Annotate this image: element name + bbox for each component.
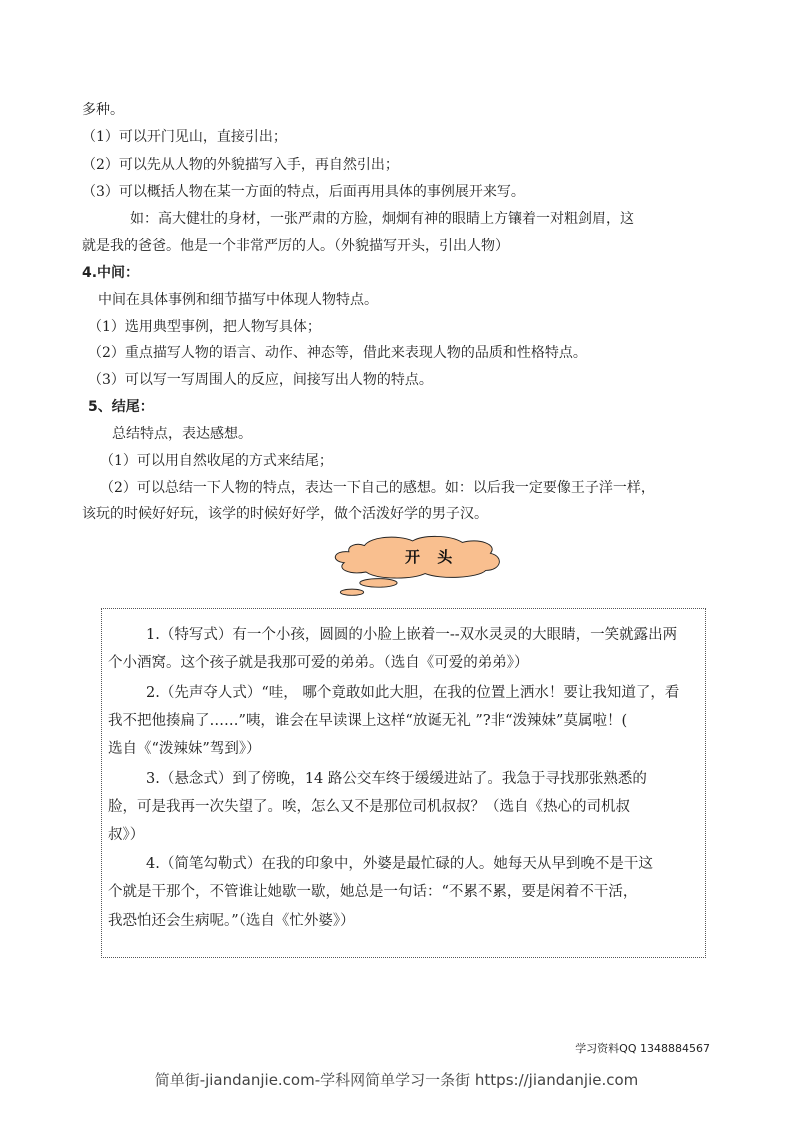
example-line: 1.（特写式）有一个小孩，圆圆的小脸上嵌着一--双水灵灵的大眼睛，一笑就露出两 [146, 627, 678, 643]
example-line: 叔》） [108, 827, 145, 843]
example-line: 4.（简笔勾勒式）在我的印象中，外婆是最忙碌的人。她每天从早到晚不是干这 [146, 856, 653, 872]
middle-item-3: （3）可以写一写周围人的反应，间接写出人物的特点。 [88, 372, 433, 388]
intro-item-1: （1）可以开门见山，直接引出； [82, 129, 287, 145]
section-heading-middle: 4.中间： [82, 265, 140, 281]
ending-item-1: （1）可以用自然收尾的方式来结尾； [100, 453, 333, 469]
ending-item-2-continuation: 该玩的时候好好玩，该学的时候好好学，做个活泼好学的男子汉。 [82, 506, 488, 522]
footer-site-watermark: 简单街-jiandanjie.com-学科网简单学习一条街 https://jiandanjie.com [154, 1071, 639, 1089]
cloud-label-opening: 开 头 [405, 548, 459, 566]
example-line: 个小酒窝。这个孩子就是我那可爱的弟弟。（选自《可爱的弟弟》） [108, 655, 529, 671]
example-line: 2.（先声夺人式）“哇， 哪个竟敢如此大胆，在我的位置上洒水！要让我知道了，看 [146, 685, 680, 701]
example-line: 脸，可是我再一次失望了。唉，怎么又不是那位司机叔叔？（选自《热心的司机叔 [108, 799, 630, 815]
example-line: 我恐怕还会生病呢。”（选自《忙外婆》） [108, 913, 355, 929]
footer-qq: 学习资料QQ 1348884567 [575, 1042, 710, 1055]
middle-summary: 中间在具体事例和细节描写中体现人物特点。 [98, 292, 378, 308]
intro-example-line-1: 如：高大健壮的身材，一张严肃的方脸，炯炯有神的眼睛上方镶着一对粗剑眉，这 [130, 211, 634, 227]
intro-example-line-2: 就是我的爸爸。他是一个非常严厉的人。（外貌描写开头，引出人物） [82, 238, 509, 254]
section-heading-ending: 5、结尾： [88, 399, 154, 415]
example-line: 个就是干那个，不管谁让她歇一歇，她总是一句话：“不累不累，要是闲着不干活， [108, 884, 638, 900]
example-line: 选自《“泼辣妹”驾到》） [108, 741, 261, 757]
ending-summary: 总结特点，表达感想。 [112, 426, 252, 442]
middle-item-1: （1）选用典型事例，把人物写具体； [88, 319, 321, 335]
example-line: 3.（悬念式）到了傍晚，14 路公交车终于缓缓进站了。我急于寻找那张熟悉的 [146, 771, 647, 787]
intro-item-3: （3）可以概括人物在某一方面的特点，后面再用具体的事例展开来写。 [82, 184, 525, 200]
intro-item-2: （2）可以先从人物的外貌描写入手，再自然引出； [82, 157, 399, 173]
ending-item-2: （2）可以总结一下人物的特点，表达一下自己的感想。如：以后我一定要像王子洋一样， [100, 480, 655, 496]
examples-box [101, 608, 706, 958]
intro-continuation: 多种。 [82, 102, 124, 118]
middle-item-2: （2）重点描写人物的语言、动作、神态等，借此来表现人物的品质和性格特点。 [88, 345, 587, 361]
example-line: 我不把他揍扁了……”咦，谁会在早读课上这样“放诞无礼 ”?非“泼辣妹”莫属啦！( [108, 713, 628, 729]
